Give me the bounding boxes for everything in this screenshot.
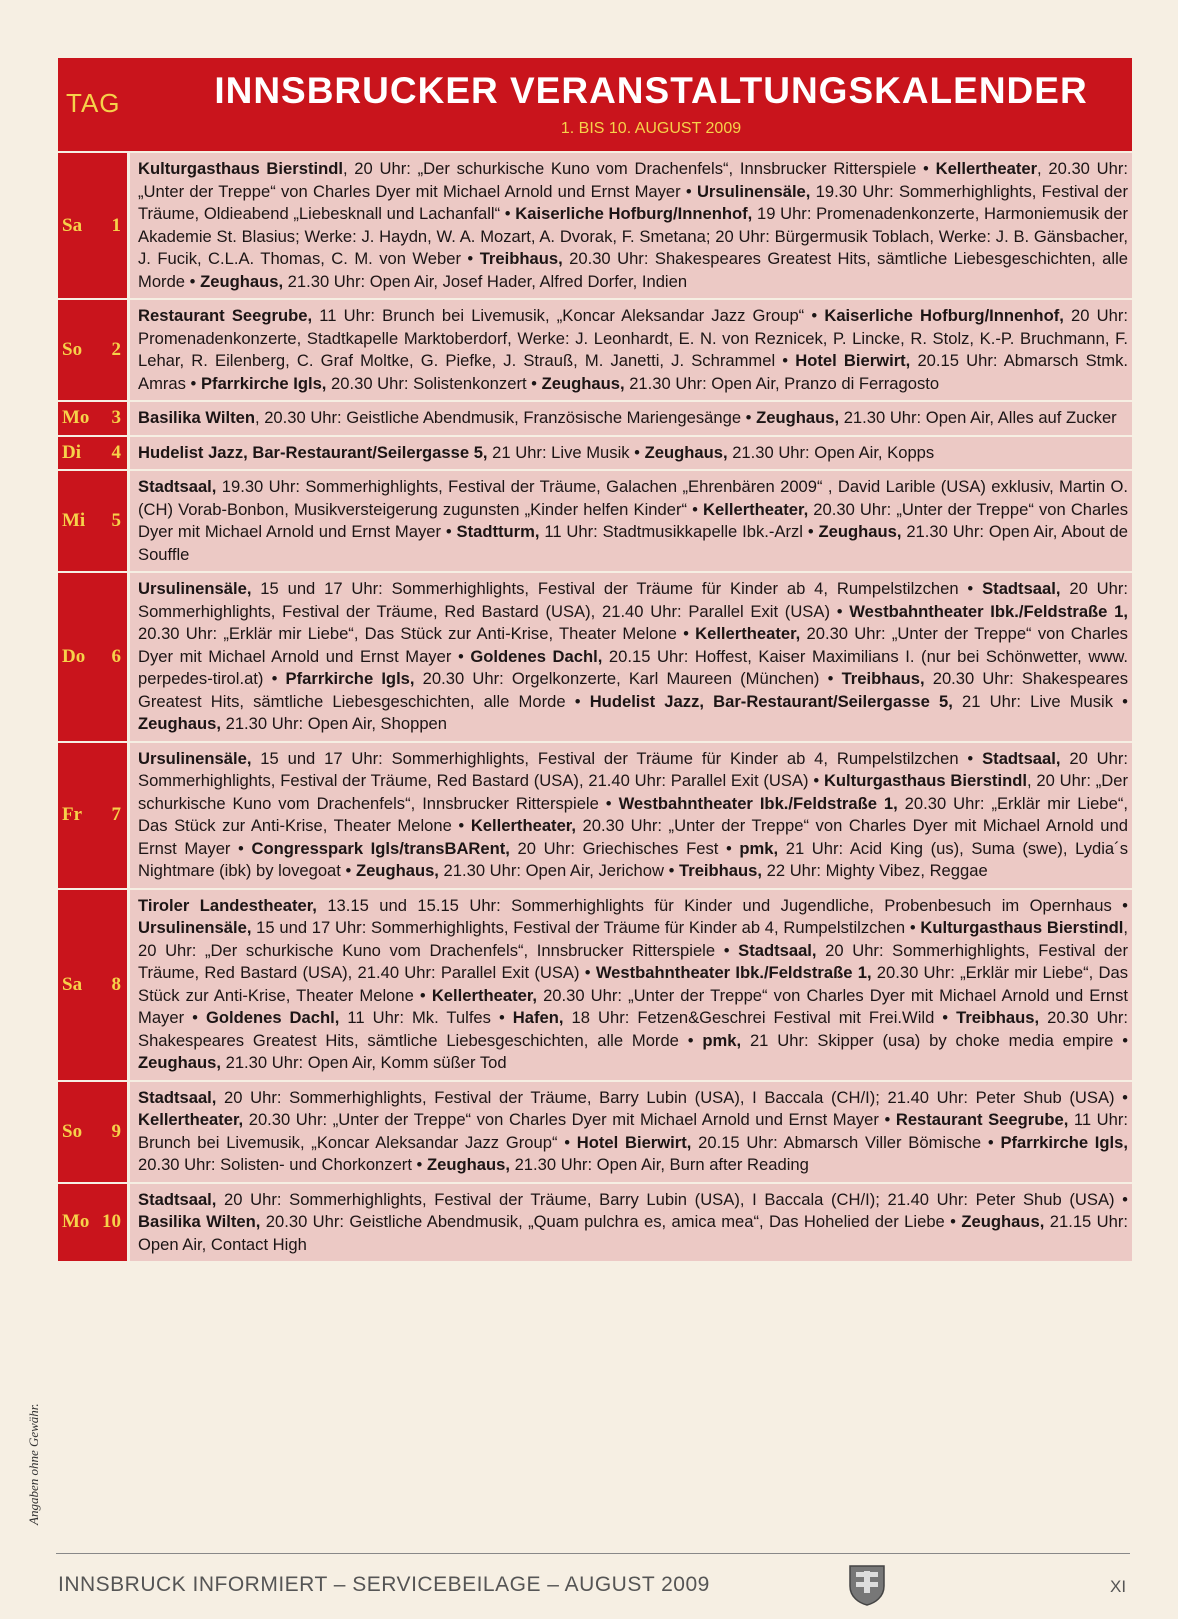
venue-name: Ursulinensäle, xyxy=(138,918,252,937)
footer-divider xyxy=(56,1553,1130,1554)
day-cell xyxy=(58,743,130,888)
event-details: 20.30 Uhr: „Unter der Treppe“ von Charles Dyer mit Michael Arnold und Ernst Mayer • xyxy=(138,985,1128,1027)
day-events xyxy=(130,437,1132,470)
day-cell xyxy=(58,153,130,298)
event-details: 20 Uhr: Sommerhighlights, Festival der Träume, Red Bastard (USA), 21.40 Uhr: Parallel Exit (USA) • xyxy=(138,579,1128,621)
day-events xyxy=(130,573,1132,741)
venue-name: Stadtsaal, xyxy=(982,748,1061,768)
event-details: 11 Uhr: Brunch bei Livemusik, „Koncar Aleksandar Jazz Group“ • xyxy=(312,306,825,325)
day-row xyxy=(58,1080,1132,1182)
venue-name: Hudelist Jazz, Bar-Restaurant/Seilergasse 5, xyxy=(589,691,953,711)
venue-name: Restaurant Seegrube, xyxy=(138,306,313,325)
venue-name: Zeughaus, xyxy=(541,373,625,393)
event-details: 18 Uhr: Fetzen&Geschrei Festival mit Frei.Wild • xyxy=(563,1008,957,1027)
venue-name: Goldenes Dachl, xyxy=(205,1008,340,1027)
venue-name: Ursulinensäle, xyxy=(696,181,811,201)
day-events xyxy=(130,153,1132,298)
event-details: 21.15 Uhr: Open Air, Contact High xyxy=(138,1212,1129,1254)
venue-name: pmk, xyxy=(702,1030,742,1050)
day-row xyxy=(58,298,1132,400)
day-cell xyxy=(58,437,130,470)
event-details: 20.30 Uhr: Solisten- und Chorkonzert • xyxy=(138,1155,427,1174)
venue-name: Hudelist Jazz, Bar-Restaurant/Seilergasse 5, xyxy=(138,442,488,462)
venue-name: Zeughaus, xyxy=(200,271,284,291)
calendar-header xyxy=(58,58,1132,151)
event-details: 15 und 17 Uhr: Sommerhighlights, Festival der Träume für Kinder ab 4, Rumpelstilzchen • xyxy=(251,918,921,937)
event-details: 20.30 Uhr: „Unter der Treppe“ von Charles Dyer mit Michael Arnold und Ernst Mayer • xyxy=(138,816,1128,858)
event-details: , 20.30 Uhr: Geistliche Abendmusik, Französische Mariengesänge • xyxy=(254,408,757,427)
day-row xyxy=(58,571,1132,741)
event-details: 20.30 Uhr: „Unter der Treppe“ von Charles Dyer mit Michael Arnold und Ernst Mayer • xyxy=(138,624,1128,666)
event-details: , 20.30 Uhr: „Unter der Treppe“ von Charles Dyer mit Michael Arnold und Ernst Mayer • xyxy=(138,159,1128,201)
event-details: 21.30 Uhr: Open Air, Alles auf Zucker xyxy=(839,408,1117,427)
event-details: 20.30 Uhr: „Unter der Treppe“ von Charles Dyer mit Michael Arnold und Ernst Mayer • xyxy=(138,499,1128,541)
venue-name: Ursulinensäle, xyxy=(138,579,252,598)
event-details: 20.15 Uhr: Abmarsch Stmk. Amras • xyxy=(138,351,1128,393)
date-number: 3 xyxy=(111,407,121,429)
venue-name: Stadtsaal, xyxy=(138,477,217,496)
date-number: 8 xyxy=(111,973,121,995)
venue-name: Westbahntheater Ibk./Feldstraße 1, xyxy=(618,793,898,813)
venue-name: Treibhaus, xyxy=(841,669,925,688)
event-details: 21.30 Uhr: Open Air, Kopps xyxy=(727,442,935,462)
event-details: , 20 Uhr: „Der schurkische Kuno vom Drachenfels“, Innsbrucker Ritterspiele • xyxy=(138,771,1128,813)
venue-name: Congresspark Igls/transBARent, xyxy=(251,838,510,858)
event-details: 20 Uhr: Sommerhighlights, Festival der Träume, Red Bastard (USA), 21.40 Uhr: Parallel Exit (USA) • xyxy=(138,748,1128,790)
venue-name: Basilika Wilten, xyxy=(138,1212,261,1231)
venue-name: Zeughaus, xyxy=(818,522,902,541)
event-details: 20.30 Uhr: „Unter der Treppe“ von Charles Dyer mit Michael Arnold und Ernst Mayer • xyxy=(243,1110,896,1129)
venue-name: Treibhaus, xyxy=(679,861,763,880)
event-details: 21 Uhr: Skipper (usa) by choke media empire • xyxy=(741,1030,1129,1050)
day-row xyxy=(58,741,1132,888)
day-row xyxy=(58,1182,1132,1262)
event-details: 19.30 Uhr: Sommerhighlights, Festival der Träume, Oldieabend „Liebesknall und Lachanfall“ • xyxy=(138,181,1128,223)
venue-name: Zeughaus, xyxy=(138,714,221,733)
disclaimer-note: Angaben ohne Gewähr. xyxy=(26,1403,41,1525)
event-calendar xyxy=(58,58,1132,1261)
event-details: 20 Uhr: Sommerhighlights, Festival der Träume, Red Bastard (USA), 21.40 Uhr: Parallel Exit (USA) • xyxy=(138,940,1128,982)
venue-name: Zeughaus, xyxy=(426,1155,510,1174)
venue-name: Ursulinensäle, xyxy=(138,748,252,768)
event-details: 15 und 17 Uhr: Sommerhighlights, Festival der Träume für Kinder ab 4, Rumpelstilzchen • xyxy=(251,748,983,768)
weekday-label: Mi xyxy=(62,510,86,531)
event-details: 22 Uhr: Mighty Vibez, Reggae xyxy=(762,861,988,880)
event-details: 21.30 Uhr: Open Air, Pranzo di Ferragosto xyxy=(624,373,940,393)
weekday-label: Sa xyxy=(62,973,83,995)
venue-name: Kellertheater xyxy=(935,159,1038,178)
day-cell xyxy=(58,300,130,400)
event-details: 20.30 Uhr: „Erklär mir Liebe“, Das Stück zur Anti-Krise, Theater Melone • xyxy=(138,793,1128,835)
day-cell xyxy=(58,471,130,571)
event-details: 21.30 Uhr: Open Air, Josef Hader, Alfred Dorfer, Indien xyxy=(283,271,688,291)
venue-name: Basilika Wilten xyxy=(138,408,255,427)
day-events xyxy=(130,402,1132,435)
event-details: 19 Uhr: Promenadenkonzerte, Harmoniemusik der Akademie St. Blasius; Werke: J. Haydn, W. A. Mozart, A. Dvorak, F. Smetana; 20 Uhr: Bürgermusik Toblach, Werke: J. B. Gänsbacher, J. Fucik, C.L.A. Thomas, C. M. von Weber • xyxy=(138,204,1128,268)
day-events xyxy=(130,1082,1132,1182)
event-details: 20 Uhr: Sommerhighlights, Festival der Träume, Barry Lubin (USA), I Baccala (CH/I); 21.40 Uhr: Peter Shub (USA) • xyxy=(216,1087,1128,1107)
venue-name: Goldenes Dachl, xyxy=(470,646,603,666)
venue-name: Treibhaus, xyxy=(479,249,563,268)
page-number: XI xyxy=(1110,1577,1127,1596)
event-details: 20.15 Uhr: Abmarsch Viller Bömische • xyxy=(691,1132,1001,1152)
event-details: 20.30 Uhr: Geistliche Abendmusik, „Quam pulchra es, amica mea“, Das Hohelied der Liebe • xyxy=(260,1212,962,1231)
weekday-label: Di xyxy=(62,441,81,463)
event-details: 11 Uhr: Mk. Tulfes • xyxy=(339,1008,513,1027)
footer-publication: INNSBRUCK INFORMIERT – SERVICEBEILAGE – AUGUST 2009 xyxy=(58,1573,710,1596)
event-details: 15 und 17 Uhr: Sommerhighlights, Festival der Träume für Kinder ab 4, Rumpelstilzchen • xyxy=(251,579,983,598)
event-details: 20.30 Uhr: Shakespeares Greatest Hits, sämtliche Liebesgeschichten, alle Morde • xyxy=(138,669,1128,711)
event-details: 11 Uhr: Brunch bei Livemusik, „Koncar Aleksandar Jazz Group“ • xyxy=(138,1110,1128,1152)
day-rows xyxy=(58,151,1132,1261)
event-details: 21.30 Uhr: Open Air, Shoppen xyxy=(220,714,448,733)
weekday-label: So xyxy=(62,339,83,360)
event-details: 11 Uhr: Stadtmusikkapelle Ibk.-Arzl • xyxy=(539,522,819,541)
event-details: , 20 Uhr: „Der schurkische Kuno vom Drachenfels“, Innsbrucker Ritterspiele • xyxy=(138,918,1128,960)
venue-name: Kaiserliche Hofburg/Innenhof, xyxy=(515,204,753,223)
event-details: 20 Uhr: Griechisches Fest • xyxy=(509,838,740,858)
event-details: 20 Uhr: Sommerhighlights, Festival der Träume, Barry Lubin (USA), I Baccala (CH/I); 21.40 Uhr: Peter Shub (USA) • xyxy=(216,1189,1128,1209)
day-row xyxy=(58,469,1132,571)
venue-name: Kellertheater, xyxy=(431,985,537,1005)
day-row xyxy=(58,435,1132,470)
venue-name: Westbahntheater Ibk./Feldstraße 1, xyxy=(595,963,872,982)
venue-name: Tiroler Landestheater, xyxy=(138,895,317,915)
event-details: 20.30 Uhr: „Erklär mir Liebe“, Das Stück zur Anti-Krise, Theater Melone • xyxy=(138,624,696,643)
venue-name: Pfarrkirche Igls, xyxy=(200,373,327,393)
day-events xyxy=(130,300,1132,400)
event-details: 20.30 Uhr: „Erklär mir Liebe“, Das Stück zur Anti-Krise, Theater Melone • xyxy=(138,963,1128,1005)
venue-name: pmk, xyxy=(739,838,779,858)
venue-name: Westbahntheater Ibk./Feldstraße 1, xyxy=(849,601,1128,621)
event-details: 20.30 Uhr: Orgelkonzerte, Karl Maureen (München) • xyxy=(414,669,842,688)
event-details: 21 Uhr: Acid King (us), Suma (swe), Lydia´s Nightmare (ibk) by lovegoat • xyxy=(138,838,1128,880)
date-number: 5 xyxy=(111,510,121,531)
event-details: 21.30 Uhr: Open Air, About de Souffle xyxy=(138,522,1129,564)
date-number: 7 xyxy=(111,804,121,825)
date-number: 1 xyxy=(111,214,121,236)
venue-name: Kulturgasthaus Bierstindl xyxy=(138,159,343,178)
day-cell xyxy=(58,1184,130,1262)
coat-of-arms-icon xyxy=(848,1562,886,1606)
event-details: 21 Uhr: Live Musik • xyxy=(487,442,645,462)
venue-name: Restaurant Seegrube, xyxy=(895,1110,1069,1129)
day-cell xyxy=(58,573,130,741)
day-cell xyxy=(58,890,130,1080)
venue-name: Stadtsaal, xyxy=(738,940,817,960)
weekday-label: So xyxy=(62,1120,83,1142)
weekday-label: Sa xyxy=(62,214,83,236)
venue-name: Kellertheater, xyxy=(470,816,576,835)
venue-name: Kellertheater, xyxy=(695,624,801,643)
date-number: 2 xyxy=(111,339,121,360)
event-details: 21 Uhr: Live Musik • xyxy=(952,691,1128,711)
weekday-label: Fr xyxy=(62,804,83,825)
venue-name: Kaiserliche Hofburg/Innenhof, xyxy=(824,306,1064,325)
venue-name: Pfarrkirche Igls, xyxy=(285,669,415,688)
date-number: 9 xyxy=(111,1120,121,1142)
venue-name: Hotel Bierwirt, xyxy=(576,1132,692,1152)
venue-name: Kulturgasthaus Bierstindl xyxy=(920,918,1124,937)
day-row xyxy=(58,888,1132,1080)
venue-name: Stadtsaal, xyxy=(982,579,1061,598)
day-row xyxy=(58,151,1132,298)
venue-name: Zeughaus, xyxy=(961,1212,1045,1231)
venue-name: Zeughaus, xyxy=(756,408,840,427)
venue-name: Zeughaus, xyxy=(644,442,728,462)
calendar-title: INNSBRUCKER VERANSTALTUNGSKALENDER xyxy=(214,70,1088,111)
venue-name: Stadtsaal, xyxy=(138,1189,217,1209)
event-details: 20.30 Uhr: Solistenkonzert • xyxy=(326,373,542,393)
venue-name: Pfarrkirche Igls, xyxy=(1000,1132,1128,1152)
weekday-label: Mo xyxy=(62,1211,90,1233)
day-cell xyxy=(58,402,130,435)
event-details: 21.30 Uhr: Open Air, Jerichow • xyxy=(438,861,680,880)
venue-name: Kulturgasthaus Bierstindl xyxy=(823,771,1027,790)
event-details: 21.30 Uhr: Open Air, Burn after Reading xyxy=(509,1155,809,1174)
date-number: 10 xyxy=(102,1211,121,1233)
event-details: 20.15 Uhr: Hoffest, Kaiser Maximilians I. (nur bei Schönwetter, www. perpedes-tirol.at) • xyxy=(138,646,1129,688)
event-details: , 20 Uhr: „Der schurkische Kuno vom Drachenfels“, Innsbrucker Ritterspiele • xyxy=(342,159,936,178)
venue-name: Hotel Bierwirt, xyxy=(795,351,911,370)
event-details: 20.30 Uhr: Shakespeares Greatest Hits, sämtliche Liebesgeschichten, alle Morde • xyxy=(138,249,1128,291)
event-details: 20.30 Uhr: Shakespeares Greatest Hits, sämtliche Liebesgeschichten, alle Morde • xyxy=(138,1008,1129,1050)
venue-name: Kellertheater, xyxy=(703,499,809,519)
day-events xyxy=(130,1184,1132,1262)
event-details: 21.30 Uhr: Open Air, Komm süßer Tod xyxy=(220,1053,507,1072)
venue-name: Stadtturm, xyxy=(456,522,540,541)
venue-name: Zeughaus, xyxy=(355,861,439,880)
date-range: 1. BIS 10. AUGUST 2009 xyxy=(560,120,742,137)
date-number: 4 xyxy=(111,441,121,463)
venue-name: Hafen, xyxy=(512,1008,564,1027)
venue-name: Kellertheater, xyxy=(138,1110,244,1129)
day-events xyxy=(130,743,1132,888)
day-events xyxy=(130,890,1132,1080)
day-column-label: TAG xyxy=(66,88,121,118)
venue-name: Stadtsaal, xyxy=(138,1087,217,1107)
date-number: 6 xyxy=(111,645,121,667)
event-details: 19.30 Uhr: Sommerhighlights, Festival der Träume, Galachen „Ehrenbären 2009“ , David Larible (USA) exklusiv, Martin O. (CH) Vorab-Bonbon, Musikversteigerung zugunsten „Kinder helfen Kinder“ • xyxy=(138,477,1128,519)
event-details: 13.15 und 15.15 Uhr: Sommerhighlights für Kinder und Jugendliche, Probenbesuch im Opernhaus • xyxy=(316,895,1128,915)
day-row xyxy=(58,400,1132,435)
venue-name: Treibhaus, xyxy=(956,1008,1040,1027)
day-cell xyxy=(58,1082,130,1182)
weekday-label: Mo xyxy=(62,407,90,429)
day-events xyxy=(130,471,1132,571)
weekday-label: Do xyxy=(62,645,86,667)
event-details: 20 Uhr: Promenadenkonzerte, Stadtkapelle Marktoberdorf, Werke: J. Leonhardt, E. N. von Reznicek, P. Lincke, R. Stolz, K.-P. Bruchmann, F. Lehar, R. Eilenberg, C. Graf Moltke, G. Piefke, J. Strauß, M. Janetti, J. Schrammel • xyxy=(138,306,1128,370)
venue-name: Zeughaus, xyxy=(138,1053,221,1072)
